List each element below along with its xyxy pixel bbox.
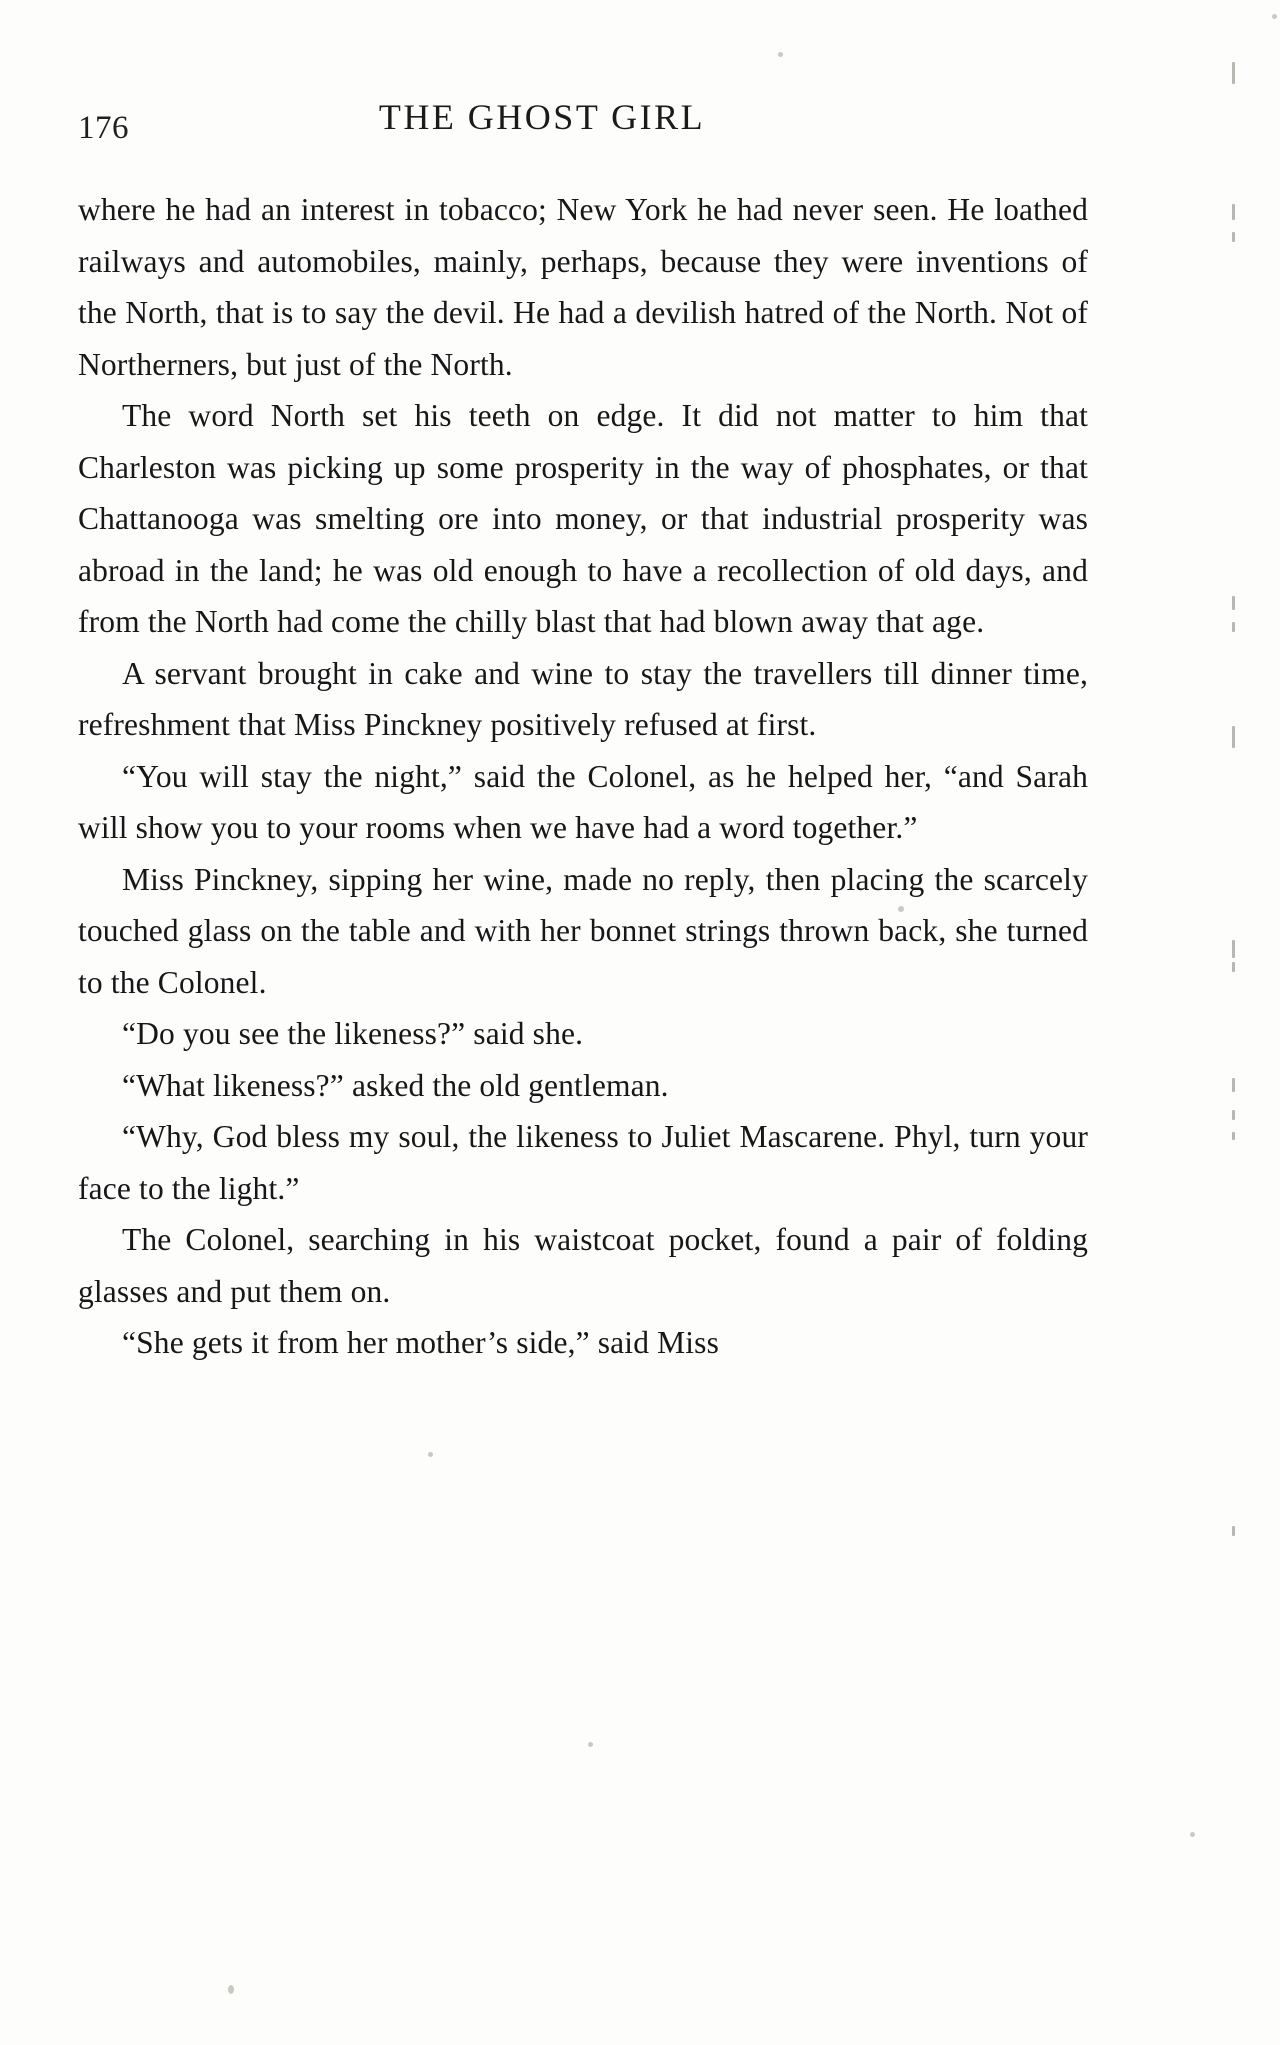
paragraph: “She gets it from her mother’s side,” said Miss	[122, 1325, 719, 1360]
page-header	[78, 96, 1126, 166]
paragraph: “What likeness?” asked the old gentleman.	[122, 1067, 669, 1103]
paragraph: “Do you see the likeness?” said she.	[122, 1016, 584, 1051]
paragraph: where he had an interest in tobacco; New York he had never seen. He loathed railways and automobiles, mainly, perhaps, because they were inventions of the North, that is to say the devil. He had a devilish hatred of the North. Not of Northerners, but just of the North.	[78, 192, 1088, 382]
body-text	[78, 184, 1088, 1369]
paragraph: Miss Pinckney, sipping her wine, made no reply, then placing the scarcely touched glass on the table and with her bonnet strings thrown back, she turned to the Colonel.	[78, 861, 1088, 1000]
paragraph: The Colonel, searching in his waistcoat pocket, found a pair of folding glasses and put them on.	[78, 1222, 1088, 1309]
running-head-title: THE GHOST GIRL	[378, 97, 706, 137]
scan-artifacts	[1218, 0, 1258, 2045]
paragraph: A servant brought in cake and wine to stay the travellers till dinner time, refreshment that Miss Pinckney positively refused at first.	[78, 655, 1088, 742]
page-number: 176	[78, 110, 129, 146]
paragraph: “You will stay the night,” said the Colonel, as he helped her, “and Sarah will show you to your rooms when we have had a word together.”	[78, 758, 1088, 845]
paragraph: The word North set his teeth on edge. It did not matter to him that Charleston was picking up some prosperity in the way of phosphates, or that Chattanooga was smelting ore into money, or that industrial prosperity was abroad in the land; he was old enough to have a recollection of old days, and from the North had come the chilly blast that had blown away that age.	[78, 398, 1088, 639]
page-content	[78, 96, 1126, 1369]
paragraph: “Why, God bless my soul, the likeness to Juliet Mascarene. Phyl, turn your face to the light.”	[78, 1119, 1088, 1206]
